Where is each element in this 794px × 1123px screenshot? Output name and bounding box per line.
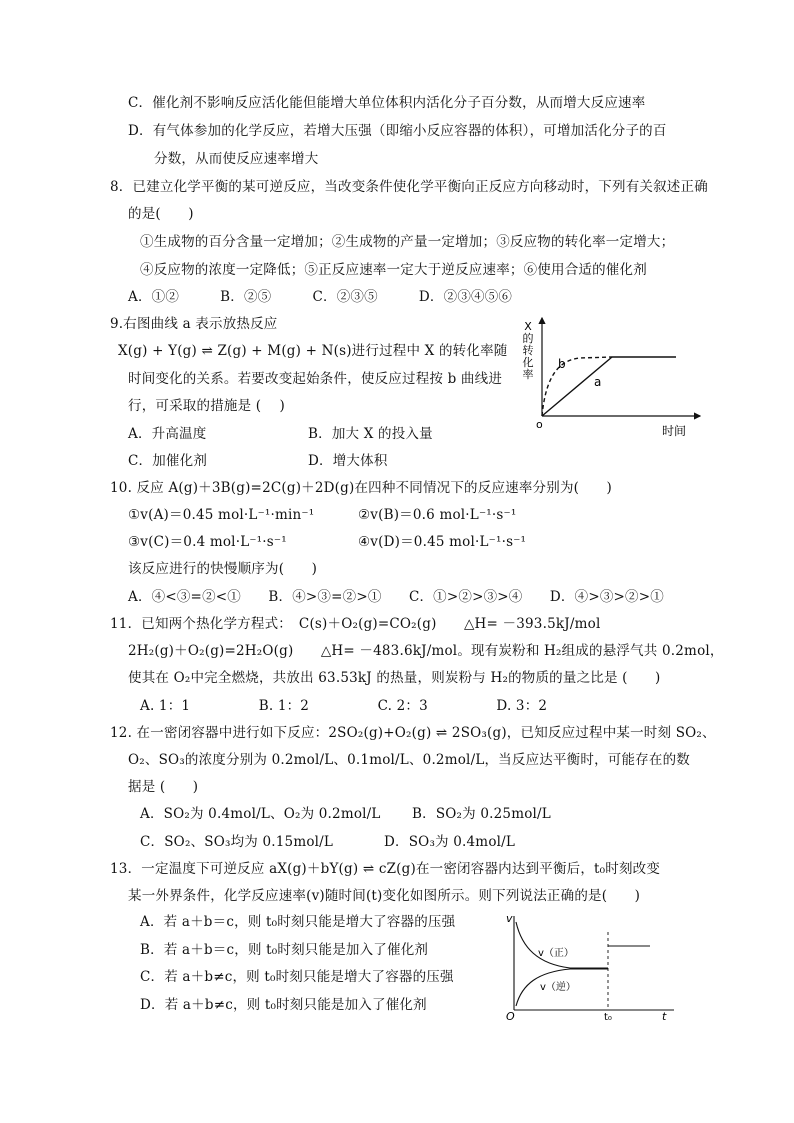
t0-label: t₀ (604, 1012, 612, 1023)
q13-stem: 13．一定温度下可逆反应 aX(g)＋bY(g) ⇌ cZ(g)在一密闭容器内达到平衡后，t₀时刻改变 (110, 861, 661, 877)
q9-option-b: B．加大 X 的投入量 (308, 426, 433, 442)
x-axis-label: 时间 (662, 424, 687, 438)
curve-b-label: b (558, 357, 566, 371)
conversion-time-figure (510, 312, 710, 442)
q13-option-a: A．若 a＋b＝c，则 t₀时刻只能是增大了容器的压强 (140, 914, 456, 930)
q12-option-a: A．SO₂为 0.4mol/L、O₂为 0.2mol/L (140, 806, 381, 822)
q8-stem: 8．已建立化学平衡的某可逆反应，当改变条件使化学平衡向正反应方向移动时，下列有关叙述正确 (110, 179, 708, 195)
q9-stem: 9.右图曲线 a 表示放热反应 (110, 316, 278, 332)
q8-options: A．①② B．②⑤ C．②③⑤ D．②③④⑤⑥ (128, 289, 513, 305)
q13-option-c: C．若 a＋b≠c，则 t₀时刻只能是增大了容器的压强 (140, 969, 454, 985)
q10-rate-3: ③v(C)＝0.4 mol·L⁻¹·s⁻¹ (128, 534, 287, 550)
q7-option-d-cont: 分数，从而使反应速率增大 (154, 151, 319, 167)
q11-equation-2: 2H₂(g)＋O₂(g)=2H₂O(g) △H= －483.6kJ/mol。现有炭粉和 H₂组成的悬浮气共 0.2mol， (128, 643, 724, 659)
y-axis-label: v (506, 912, 513, 925)
q11-stem-cont: 使其在 O₂中完全燃烧，共放出 63.53kJ 的热量，则炭粉与 H₂的物质的量之比是 ( ) (128, 670, 661, 686)
q12-option-c: C．SO₂、SO₃均为 0.15mol/L (140, 834, 334, 850)
curve-a (542, 357, 612, 416)
forward-label: v（正） (538, 948, 574, 959)
origin-label: o (536, 418, 543, 431)
q12-stem-cont-2: 据是 ( ) (128, 779, 199, 795)
q13-option-d: D．若 a＋b≠c，则 t₀时刻只能是加入了催化剂 (140, 997, 427, 1013)
q13-option-b: B．若 a＋b＝c，则 t₀时刻只能是加入了催化剂 (140, 942, 429, 958)
q10-rate-4: ④v(D)＝0.45 mol·L⁻¹·s⁻¹ (358, 534, 527, 550)
q8-statements-1: ①生成物的百分含量一定增加；②生成物的产量一定增加；③反应物的转化率一定增大； (140, 234, 675, 250)
q13-stem-cont: 某一外界条件，化学反应速率(v)随时间(t)变化如图所示。则下列说法正确的是( ) (128, 888, 641, 904)
q9-question: 行，可采取的措施是 ( ) (128, 398, 285, 414)
q7-option-c: C．催化剂不影响反应活化能但能增大单位体积内活化分子百分数，从而增大反应速率 (128, 95, 646, 111)
q12-option-d: D．SO₃为 0.4mol/L (384, 834, 516, 850)
q9-equation: X(g) + Y(g) ⇌ Z(g) + M(g) + N(s)进行过程中 X 的转化率随 (118, 343, 508, 359)
reverse-label: v（逆） (540, 982, 576, 993)
forward-rate-curve (516, 922, 608, 968)
q9-option-a: A．升高温度 (128, 426, 207, 442)
q7-option-d: D．有气体参加的化学反应，若增大压强（即缩小反应容器的体积），可增加活化分子的百 (128, 123, 667, 139)
curve-a-label: a (594, 375, 602, 389)
q10-rate-1: ①v(A)＝0.45 mol·L⁻¹·min⁻¹ (128, 507, 315, 523)
q9-option-c: C．加催化剂 (128, 453, 208, 469)
q8-statements-2: ④反应物的浓度一定降低；⑤正反应速率一定大于逆反应速率；⑥使用合适的催化剂 (140, 262, 647, 278)
origin-label: O (506, 1010, 515, 1023)
q12-stem-cont: O₂、SO₃的浓度分别为 0.2mol/L、0.1mol/L、0.2mol/L，当反应达平衡时，可能存在的数 (128, 752, 690, 768)
rate-time-figure (500, 908, 680, 1023)
q10-stem: 10. 反应 A(g)＋3B(g)=2C(g)＋2D(g)在四种不同情况下的反应速率分别为( ) (110, 480, 612, 496)
q12-option-b: B．SO₂为 0.25mol/L (412, 806, 551, 822)
q10-options: A．④<③=②<① B．④>③=②>① C．①>②>③>④ D．④>③>②>① (128, 589, 664, 605)
q12-stem: 12. 在一密闭容器中进行如下反应：2SO₂(g)+O₂(g) ⇌ 2SO₃(g)，已知反应过程中某一时刻 SO₂、 (110, 725, 716, 741)
q11-stem: 11．已知两个热化学方程式： C(s)＋O₂(g)=CO₂(g) △H= －393.5kJ/mol (110, 616, 601, 632)
q11-options: A. 1：1 B. 1：2 C. 2：3 D. 3：2 (140, 698, 548, 714)
q10-rate-2: ②v(B)＝0.6 mol·L⁻¹·s⁻¹ (358, 507, 517, 523)
y-axis-label: X 的转化率 (522, 320, 534, 381)
x-axis-label: t (662, 1010, 667, 1023)
q9-stem-cont: 时间变化的关系。若要改变起始条件，使反应过程按 b 曲线进 (128, 371, 503, 387)
q9-option-d: D．增大体积 (308, 453, 388, 469)
q10-question: 该反应进行的快慢顺序为( ) (128, 561, 318, 577)
q8-stem-cont: 的是( ) (128, 206, 194, 222)
